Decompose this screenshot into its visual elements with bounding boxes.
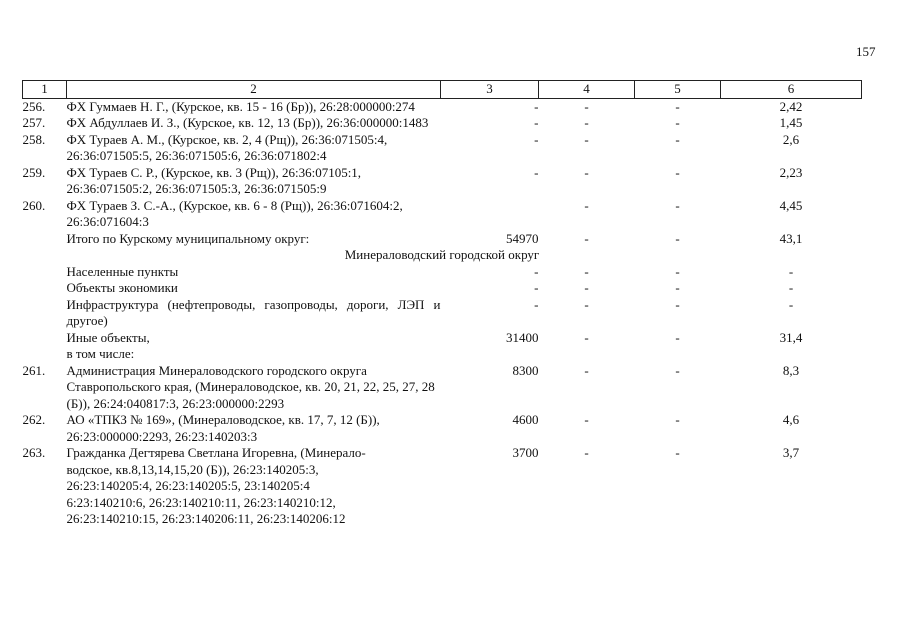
- cell-col-5: -: [675, 98, 680, 114]
- cell-col-4: -: [584, 329, 589, 345]
- cell-col-5: -: [675, 131, 680, 147]
- section-title: Минераловодский городской округ: [344, 247, 540, 262]
- cell-col-5: -: [675, 280, 680, 295]
- header-col-2: 2: [67, 81, 441, 99]
- cell-col-3: -: [534, 280, 539, 295]
- row-number: 258.: [22, 131, 46, 147]
- cell-col-6: 4,45: [779, 197, 803, 213]
- cell-col-6: 3,7: [782, 445, 800, 460]
- row-description: ФХ Тураев З. С.-А., (Курское, кв. 6 - 8 (Рщ)), 26:36:071604:2, 26:36:071604:3: [66, 197, 403, 229]
- cell-col-5: -: [675, 362, 680, 378]
- cell-col-6: -: [788, 280, 794, 295]
- cell-col-5: -: [675, 445, 680, 460]
- table-row: [23, 198, 862, 231]
- row-number: 259.: [22, 164, 46, 180]
- table-row: [23, 445, 862, 528]
- cell-col-4: -: [584, 362, 589, 378]
- header-col-5: 5: [635, 81, 721, 99]
- cell-col-6: 2,42: [779, 98, 803, 114]
- cell-col-3: 8300: [512, 362, 539, 378]
- cell-col-3: [441, 198, 539, 231]
- cell-col-3: -: [534, 263, 539, 279]
- cell-col-5: -: [675, 197, 680, 213]
- header-col-6: 6: [721, 81, 862, 99]
- row-description: Объекты экономики: [66, 280, 178, 295]
- row-description: ФХ Гуммаев Н. Г., (Курское, кв. 15 - 16 (Бр)), 26:28:000000:274: [66, 98, 415, 114]
- row-number: [23, 280, 67, 297]
- cell-col-5: -: [675, 164, 680, 180]
- table-row: [23, 297, 862, 330]
- cell-col-6: 1,45: [779, 115, 803, 130]
- cell-col-3: 4600: [512, 412, 539, 427]
- table-row: [23, 115, 862, 132]
- cell-col-4: -: [584, 412, 589, 427]
- row-description: Итого по Курскому муниципальному округ:: [66, 230, 310, 246]
- cell-col-4: -: [584, 98, 589, 114]
- row-number: 260.: [22, 197, 46, 213]
- cell-col-5: -: [675, 263, 680, 279]
- cell-col-5: -: [675, 115, 680, 130]
- cell-col-6: 2,23: [779, 164, 803, 180]
- cell-col-4: -: [584, 131, 589, 147]
- cell-col-4: -: [584, 280, 589, 295]
- row-number: [23, 231, 67, 248]
- cell-col-4: -: [584, 263, 589, 279]
- row-description: ФХ Тураев С. Р., (Курское, кв. 3 (Рщ)), 26:36:07105:1, 26:36:071505:2, 26:36:071505:3, 26:36:071505:9: [66, 164, 362, 196]
- cell-col-3: -: [534, 98, 539, 114]
- table-row: [23, 363, 862, 413]
- header-col-3: 3: [441, 81, 539, 99]
- cell-col-3: -: [534, 296, 539, 312]
- table-row: [23, 132, 862, 165]
- cell-col-3: -: [534, 164, 539, 180]
- row-description: ФХ Тураев А. М., (Курское, кв. 2, 4 (Рщ)), 26:36:071505:4, 26:36:071505:5, 26:36:071505:6, 26:36:071802:4: [66, 131, 388, 163]
- cell-col-6: 8,3: [782, 362, 800, 378]
- row-number: [23, 297, 67, 330]
- cell-col-4: -: [584, 115, 589, 130]
- cell-col-6: 2,6: [782, 131, 800, 147]
- row-number: [23, 330, 67, 363]
- table-body: [23, 98, 862, 528]
- cell-col-3: -: [534, 115, 539, 130]
- cell-col-6: -: [788, 263, 794, 279]
- row-description: Администрация Минераловодского городского округа Ставропольского края, (Минераловодское, кв. 20, 21, 22, 25, 27, 28 (Б)), 26:24:040817:3, 26:23:000000:2293: [66, 362, 435, 411]
- row-description: Инфраструктура (нефтепроводы, газопроводы, дороги, ЛЭП и другое): [66, 296, 441, 328]
- cell-col-4: -: [584, 197, 589, 213]
- table-row: [23, 280, 862, 297]
- row-description: ФХ Абдуллаев И. З., (Курское, кв. 12, 13 (Бр)), 26:36:000000:1483: [66, 115, 429, 130]
- header-col-4: 4: [539, 81, 635, 99]
- cell-col-6: 4,6: [782, 412, 800, 427]
- cell-col-6: 31,4: [779, 329, 803, 345]
- table-row: [23, 231, 862, 248]
- cell-col-3: 3700: [512, 445, 539, 460]
- cell-col-5: -: [675, 230, 680, 246]
- table-row: [23, 165, 862, 198]
- cell-col-6: 43,1: [779, 230, 803, 246]
- row-number: [23, 264, 67, 281]
- land-allocation-table: [22, 80, 862, 528]
- cell-col-4: -: [584, 230, 589, 246]
- cell-col-5: -: [675, 412, 680, 427]
- page-number: 157: [856, 44, 876, 59]
- row-number: 257.: [22, 115, 46, 130]
- row-description: Населенные пункты: [66, 263, 179, 279]
- section-heading-row: [23, 247, 862, 264]
- cell-col-6: -: [788, 296, 794, 312]
- cell-col-4: -: [584, 164, 589, 180]
- table-row: [23, 330, 862, 363]
- cell-col-3: 54970: [506, 230, 539, 246]
- table-row: [23, 412, 862, 445]
- table-row: [23, 98, 862, 115]
- header-col-1: 1: [23, 81, 67, 99]
- cell-col-5: -: [675, 296, 680, 312]
- row-description: АО «ТПКЗ № 169», (Минераловодское, кв. 17, 7, 12 (Б)), 26:23:000000:2293, 26:23:140203:3: [66, 412, 380, 444]
- row-number: 262.: [22, 412, 46, 427]
- table-row: [23, 264, 862, 281]
- row-description: Гражданка Дегтярева Светлана Игоревна, (Минерало- водское, кв.8,13,14,15,20 (Б)), 26:23:140205:3, 26:23:140205:4, 26:23:140205:5, 23:140205:4 6:23:140210:6, 26:23:140210:11, 26:23:140210:12, 26:23:140210:15, 26:23:140206:11, 26:23:140206:12: [66, 445, 366, 526]
- cell-col-4: -: [584, 296, 589, 312]
- row-description: Иные объекты, в том числе:: [66, 329, 150, 361]
- cell-col-3: -: [534, 131, 539, 147]
- row-number: 261.: [22, 362, 46, 378]
- cell-col-4: -: [584, 445, 589, 460]
- cell-col-5: -: [675, 329, 680, 345]
- row-number: 263.: [22, 445, 46, 460]
- cell-col-3: 31400: [506, 329, 539, 345]
- header-row: [23, 81, 862, 99]
- row-number: 256.: [22, 98, 46, 114]
